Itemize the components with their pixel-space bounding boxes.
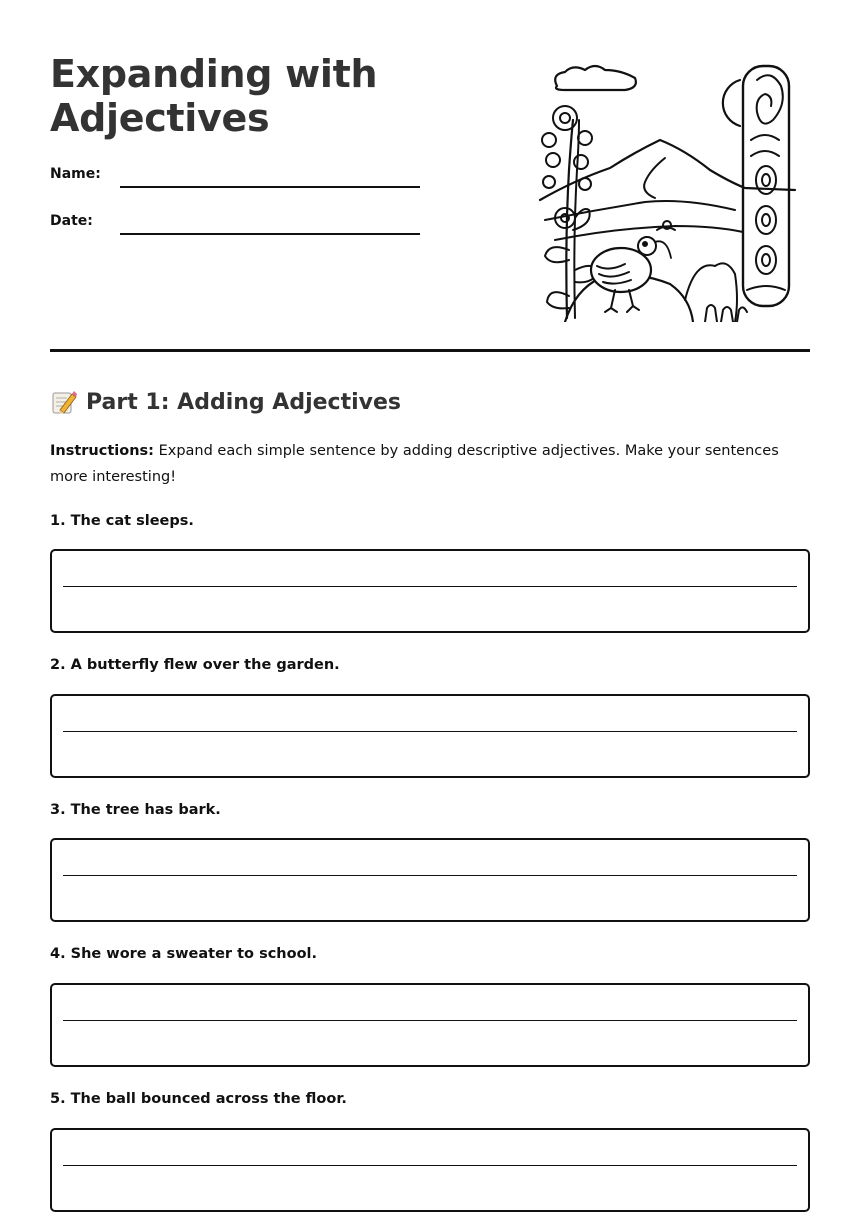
name-label: Name: [50,166,101,182]
question-5-label: 5. The ball bounced across the floor. [50,1091,347,1107]
instructions-label: Instructions: [50,443,154,459]
date-label: Date: [50,213,93,229]
title-line-2: Adjectives [50,96,270,140]
answer-line [63,586,797,587]
answer-line [63,1020,797,1021]
question-3-label: 3. The tree has bark. [50,802,221,818]
date-write-line[interactable] [120,233,420,235]
part1-heading [50,388,401,416]
name-field[interactable] [50,166,420,196]
answer-box-4[interactable] [50,983,810,1067]
question-1-label: 1. The cat sleeps. [50,513,194,529]
answer-box-3[interactable] [50,838,810,922]
header-divider [50,349,810,352]
answer-box-2[interactable] [50,694,810,778]
instructions-text: Expand each simple sentence by adding descriptive adjectives. Make your sentences more interesting! [50,443,779,485]
worksheet-title [50,52,377,140]
answer-line [63,731,797,732]
question-2-label: 2. A butterfly flew over the garden. [50,657,340,673]
memo-pencil-icon [50,388,78,416]
landscape-illustration [535,60,800,322]
answer-box-1[interactable] [50,549,810,633]
instructions [50,438,810,490]
date-field[interactable] [50,213,420,243]
name-write-line[interactable] [120,186,420,188]
part1-heading-text: Part 1: Adding Adjectives [86,389,401,415]
title-line-1: Expanding with [50,52,378,96]
answer-line [63,1165,797,1166]
answer-box-5[interactable] [50,1128,810,1212]
answer-line [63,875,797,876]
question-4-label: 4. She wore a sweater to school. [50,946,318,962]
